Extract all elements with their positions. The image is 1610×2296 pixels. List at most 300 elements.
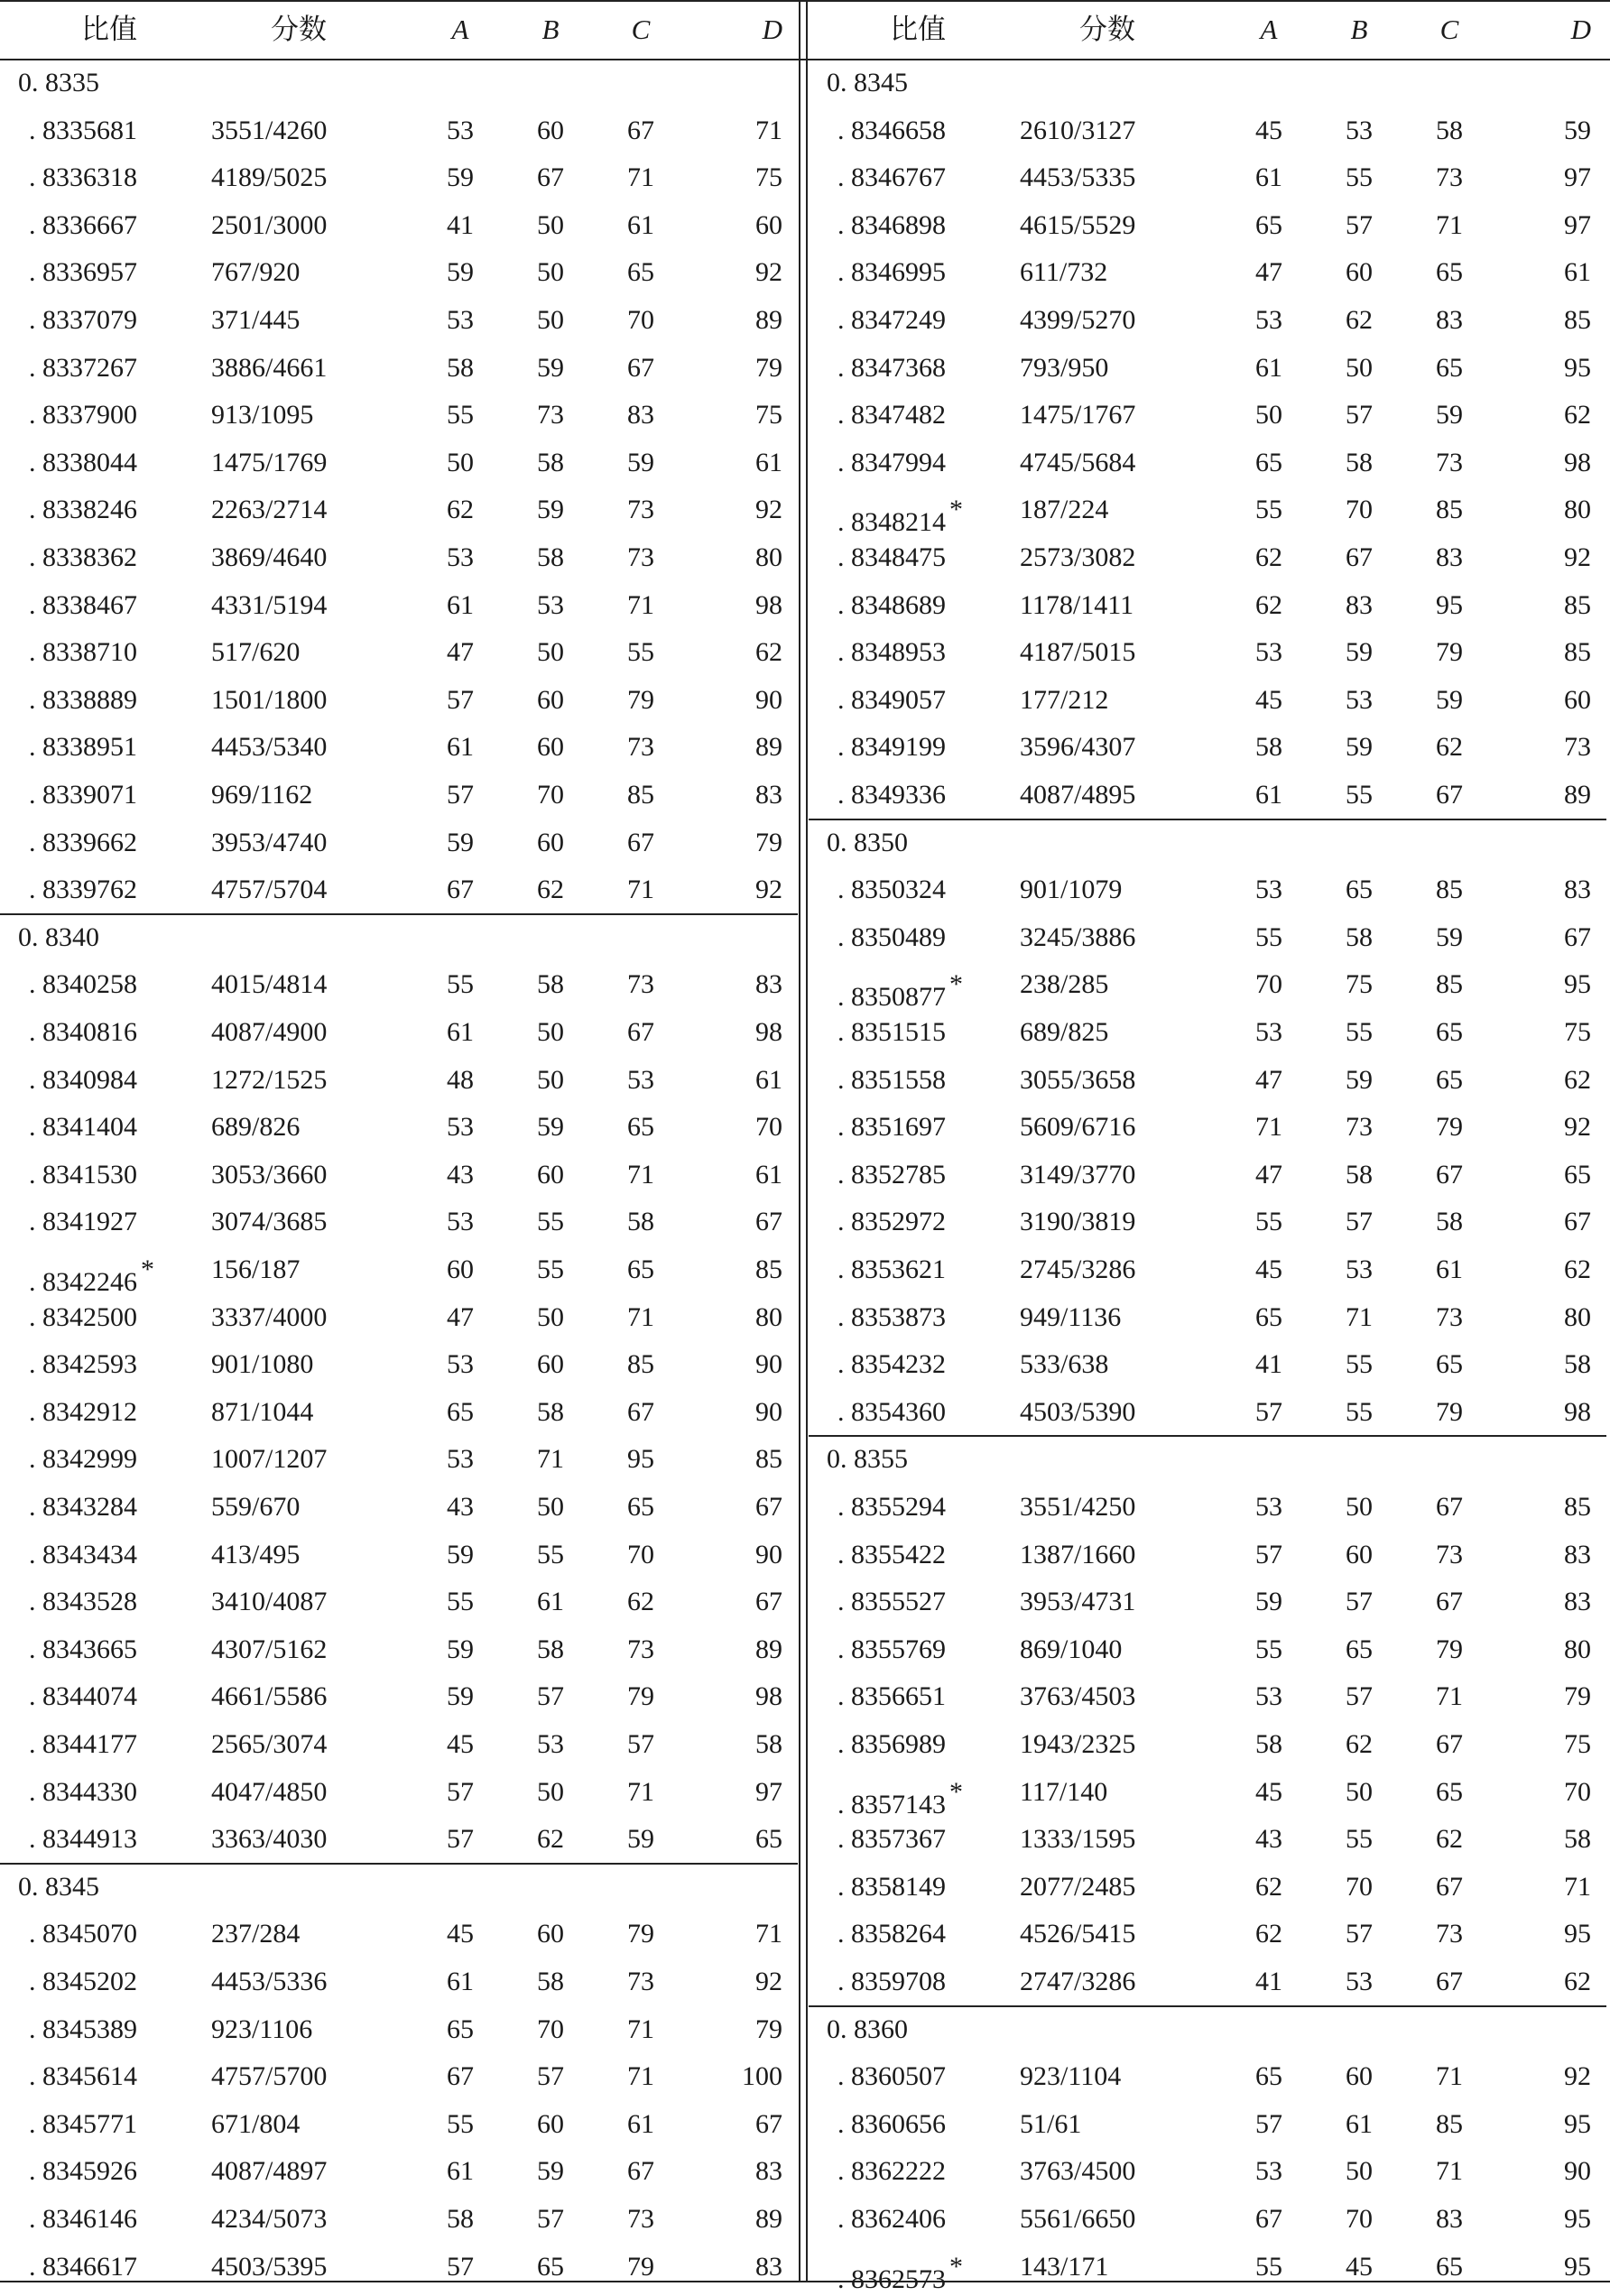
- c-cell: 71: [1436, 2061, 1463, 2092]
- ratio-cell: . 8343665: [29, 1634, 137, 1664]
- d-cell: 60: [1564, 684, 1591, 715]
- fraction-cell: 4661/5586: [211, 1681, 328, 1712]
- header-c: C: [1439, 14, 1459, 45]
- a-cell: 65: [1255, 209, 1282, 240]
- d-cell: 79: [755, 2014, 782, 2044]
- d-cell: 70: [1564, 1776, 1591, 1807]
- a-cell: 65: [1255, 2061, 1282, 2092]
- group-ratio: 0. 8350: [827, 827, 908, 857]
- b-cell: 59: [1346, 1064, 1373, 1095]
- a-cell: 53: [1255, 1017, 1282, 1047]
- ratio-cell: . 8341927: [29, 1207, 137, 1237]
- c-cell: 73: [627, 495, 654, 525]
- b-cell: 50: [537, 1017, 564, 1047]
- table-row: [0, 1769, 798, 1817]
- ratio-cell: . 8345771: [29, 2108, 137, 2139]
- b-cell: 58: [537, 1634, 564, 1664]
- table-row: [0, 2244, 798, 2291]
- d-cell: 67: [1564, 921, 1591, 952]
- b-cell: 58: [1346, 921, 1373, 952]
- table-row: [0, 724, 798, 772]
- header-d: D: [1570, 14, 1591, 45]
- a-cell: 45: [1255, 684, 1282, 715]
- table-row: [809, 866, 1606, 914]
- b-cell: 60: [537, 684, 564, 715]
- fraction-cell: 371/445: [211, 305, 301, 335]
- table-row: [809, 1578, 1606, 1626]
- table-row: [809, 1958, 1606, 2006]
- b-cell: 58: [1346, 1159, 1373, 1190]
- a-cell: 45: [447, 1729, 474, 1759]
- c-cell: 67: [1436, 1871, 1463, 1902]
- table-row: [809, 1294, 1606, 1342]
- table-row: [809, 202, 1606, 250]
- c-cell: 79: [1436, 1634, 1463, 1664]
- ratio-cell: . 8350489: [837, 921, 946, 952]
- c-cell: 67: [1436, 1159, 1463, 1190]
- d-cell: 95: [1564, 2204, 1591, 2234]
- d-cell: 92: [1564, 1112, 1591, 1143]
- b-cell: 65: [537, 2251, 564, 2282]
- header-d: D: [762, 14, 782, 45]
- fraction-cell: 869/1040: [1020, 1634, 1123, 1664]
- group-header-row: [809, 819, 1606, 867]
- fraction-cell: 4187/5015: [1020, 637, 1136, 668]
- c-cell: 85: [627, 780, 654, 810]
- a-cell: 57: [447, 684, 474, 715]
- header-b: B: [541, 14, 560, 45]
- table-row: [809, 297, 1606, 345]
- c-cell: 65: [627, 1112, 654, 1143]
- d-cell: 89: [755, 1634, 782, 1664]
- c-cell: 79: [1436, 637, 1463, 668]
- table-row: [809, 1389, 1606, 1437]
- d-cell: 61: [755, 1159, 782, 1190]
- star-marker: *: [949, 969, 963, 1000]
- c-cell: 71: [627, 589, 654, 620]
- table-row: [0, 677, 798, 725]
- table-row: [0, 440, 798, 487]
- fraction-cell: 517/620: [211, 637, 301, 668]
- left-column-header: [0, 0, 798, 60]
- c-cell: 62: [627, 1587, 654, 1617]
- c-cell: 73: [627, 2204, 654, 2234]
- ratio-cell: . 8341530: [29, 1159, 137, 1190]
- a-cell: 65: [447, 2014, 474, 2044]
- c-cell: 95: [627, 1444, 654, 1475]
- fraction-cell: 2565/3074: [211, 1729, 328, 1759]
- a-cell: 58: [1255, 1729, 1282, 1759]
- c-cell: 79: [627, 1919, 654, 1949]
- table-row: [809, 629, 1606, 677]
- fraction-cell: 4503/5395: [211, 2251, 328, 2282]
- b-cell: 71: [1346, 1301, 1373, 1332]
- ratio-cell: . 8340258: [29, 969, 137, 1000]
- table-row: [809, 392, 1606, 440]
- a-cell: 61: [447, 589, 474, 620]
- fraction-cell: 871/1044: [211, 1396, 314, 1427]
- ratio-cell: . 8339071: [29, 780, 137, 810]
- table-row: [809, 107, 1606, 155]
- ratio-cell: . 8354360: [837, 1396, 946, 1427]
- fraction-cell: 3245/3886: [1020, 921, 1136, 952]
- b-cell: 67: [1346, 542, 1373, 572]
- fraction-cell: 1387/1660: [1020, 1539, 1136, 1569]
- a-cell: 70: [1255, 969, 1282, 1000]
- c-cell: 61: [627, 2108, 654, 2139]
- header-ratio: 比值: [890, 14, 946, 45]
- ratio-cell: . 8343528: [29, 1587, 137, 1617]
- a-cell: 53: [447, 1444, 474, 1475]
- ratio-cell: . 8336318: [29, 162, 137, 193]
- c-cell: 73: [627, 542, 654, 572]
- c-cell: 55: [627, 637, 654, 668]
- fraction-cell: 143/171: [1020, 2251, 1109, 2282]
- table-row: [809, 1009, 1606, 1057]
- a-cell: 59: [447, 827, 474, 857]
- b-cell: 53: [537, 1729, 564, 1759]
- a-cell: 61: [447, 1967, 474, 1996]
- d-cell: 70: [755, 1112, 782, 1143]
- c-cell: 61: [1436, 1254, 1463, 1284]
- d-cell: 83: [755, 969, 782, 1000]
- ratio-cell: . 8339762: [29, 875, 137, 905]
- b-cell: 58: [537, 969, 564, 1000]
- ratio-cell: . 8342912: [29, 1396, 137, 1427]
- a-cell: 53: [1255, 637, 1282, 668]
- table-row: [0, 1199, 798, 1246]
- d-cell: 98: [755, 589, 782, 620]
- a-cell: 67: [447, 2061, 474, 2092]
- a-cell: 57: [1255, 1539, 1282, 1569]
- table-row: [0, 1009, 798, 1057]
- b-cell: 62: [537, 875, 564, 905]
- table-row: [0, 2196, 798, 2244]
- fraction-cell: 177/212: [1020, 684, 1109, 715]
- fraction-cell: 238/285: [1020, 969, 1109, 1000]
- fraction-cell: 4087/4895: [1020, 780, 1136, 810]
- a-cell: 59: [447, 1634, 474, 1664]
- d-cell: 67: [755, 1492, 782, 1522]
- ratio-cell: . 8348475: [837, 542, 946, 572]
- d-cell: 62: [1564, 1254, 1591, 1284]
- c-cell: 95: [1436, 589, 1463, 620]
- c-cell: 79: [627, 1681, 654, 1712]
- header-b: B: [1350, 14, 1368, 45]
- ratio-cell: . 8337079: [29, 305, 137, 335]
- table-row: [809, 961, 1606, 1013]
- ratio-cell: . 8346898: [837, 209, 946, 240]
- ratio-cell: . 8338710: [29, 637, 137, 668]
- d-cell: 60: [755, 209, 782, 240]
- b-cell: 60: [537, 827, 564, 857]
- table-row: [809, 534, 1606, 582]
- a-cell: 57: [447, 2251, 474, 2282]
- a-cell: 53: [447, 1207, 474, 1237]
- a-cell: 61: [1255, 162, 1282, 193]
- d-cell: 89: [755, 732, 782, 763]
- table-row: [809, 2196, 1606, 2244]
- d-cell: 85: [1564, 589, 1591, 620]
- ratio-cell: . 8345202: [29, 1967, 137, 1996]
- b-cell: 55: [1346, 162, 1373, 193]
- fraction-cell: 1007/1207: [211, 1444, 328, 1475]
- d-cell: 80: [755, 542, 782, 572]
- fraction-cell: 4453/5335: [1020, 162, 1136, 193]
- c-cell: 71: [627, 1159, 654, 1190]
- group-ratio: 0. 8345: [827, 68, 908, 97]
- d-cell: 85: [1564, 637, 1591, 668]
- a-cell: 67: [1255, 2204, 1282, 2234]
- table-row: [0, 249, 798, 297]
- a-cell: 48: [447, 1064, 474, 1095]
- c-cell: 73: [1436, 447, 1463, 477]
- d-cell: 75: [1564, 1729, 1591, 1759]
- a-cell: 50: [447, 447, 474, 477]
- fraction-cell: 1272/1525: [211, 1064, 328, 1095]
- b-cell: 60: [537, 1159, 564, 1190]
- ratio-cell: . 8335681: [29, 115, 137, 145]
- b-cell: 61: [537, 1587, 564, 1617]
- b-cell: 59: [1346, 732, 1373, 763]
- a-cell: 45: [447, 1919, 474, 1949]
- fraction-cell: 237/284: [211, 1919, 301, 1949]
- fraction-cell: 4015/4814: [211, 969, 328, 1000]
- table-row: [0, 1294, 798, 1342]
- d-cell: 89: [755, 2204, 782, 2234]
- ratio-cell: . 8348214 *: [837, 495, 963, 538]
- c-cell: 73: [1436, 1539, 1463, 1569]
- a-cell: 47: [1255, 1159, 1282, 1190]
- b-cell: 50: [537, 257, 564, 288]
- group-separator: [0, 913, 798, 915]
- fraction-cell: 923/1104: [1020, 2061, 1122, 2092]
- ratio-cell: . 8360507: [837, 2061, 946, 2092]
- ratio-cell: . 8338467: [29, 589, 137, 620]
- a-cell: 43: [447, 1159, 474, 1190]
- c-cell: 67: [1436, 1729, 1463, 1759]
- b-cell: 70: [1346, 1871, 1373, 1902]
- a-cell: 62: [1255, 542, 1282, 572]
- a-cell: 50: [1255, 400, 1282, 430]
- c-cell: 83: [627, 400, 654, 430]
- c-cell: 73: [627, 1967, 654, 1996]
- ratio-cell: . 8359708: [837, 1967, 946, 1996]
- d-cell: 75: [755, 400, 782, 430]
- fraction-cell: 117/140: [1020, 1776, 1108, 1807]
- table-row: [0, 1911, 798, 1958]
- a-cell: 60: [447, 1254, 474, 1284]
- table-row: [0, 1958, 798, 2006]
- c-cell: 67: [627, 352, 654, 383]
- table-row: [0, 1057, 798, 1105]
- a-cell: 55: [1255, 2251, 1282, 2282]
- fraction-cell: 187/224: [1020, 495, 1109, 525]
- d-cell: 62: [1564, 1064, 1591, 1095]
- table-row: [0, 534, 798, 582]
- a-cell: 58: [447, 2204, 474, 2234]
- b-cell: 71: [537, 1444, 564, 1475]
- c-cell: 67: [627, 115, 654, 145]
- table-row: [809, 677, 1606, 725]
- header-c: C: [631, 14, 651, 45]
- ratio-cell: . 8342246 *: [29, 1254, 154, 1297]
- fraction-cell: 3410/4087: [211, 1587, 328, 1617]
- table-row: [809, 1484, 1606, 1532]
- a-cell: 61: [447, 1017, 474, 1047]
- b-cell: 59: [537, 1112, 564, 1143]
- d-cell: 61: [755, 1064, 782, 1095]
- ratio-cell: . 8339662: [29, 827, 137, 857]
- b-cell: 57: [1346, 1587, 1373, 1617]
- c-cell: 65: [1436, 1064, 1463, 1095]
- ratio-cell: . 8342593: [29, 1349, 137, 1380]
- c-cell: 83: [1436, 542, 1463, 572]
- a-cell: 55: [447, 969, 474, 1000]
- group-header-row: [0, 914, 798, 962]
- c-cell: 53: [627, 1064, 654, 1095]
- a-cell: 59: [447, 1539, 474, 1569]
- c-cell: 71: [627, 1301, 654, 1332]
- ratio-cell: . 8360656: [837, 2108, 946, 2139]
- fraction-cell: 2263/2714: [211, 495, 328, 525]
- ratio-cell: . 8353621: [837, 1254, 946, 1284]
- a-cell: 55: [447, 400, 474, 430]
- fraction-cell: 3763/4500: [1020, 2156, 1136, 2187]
- c-cell: 67: [627, 827, 654, 857]
- b-cell: 57: [537, 2204, 564, 2234]
- d-cell: 92: [755, 257, 782, 288]
- a-cell: 55: [447, 2108, 474, 2139]
- a-cell: 53: [447, 542, 474, 572]
- a-cell: 45: [1255, 115, 1282, 145]
- ratio-cell: . 8337900: [29, 400, 137, 430]
- ratio-cell: . 8338246: [29, 495, 137, 525]
- ratio-cell: . 8351697: [837, 1112, 946, 1143]
- b-cell: 55: [537, 1207, 564, 1237]
- c-cell: 65: [627, 1492, 654, 1522]
- fraction-cell: 4745/5684: [1020, 447, 1136, 477]
- d-cell: 73: [1564, 732, 1591, 763]
- d-cell: 92: [1564, 2061, 1591, 2092]
- d-cell: 83: [755, 2251, 782, 2282]
- c-cell: 61: [627, 209, 654, 240]
- a-cell: 59: [447, 1681, 474, 1712]
- table-row: [0, 1816, 798, 1864]
- d-cell: 79: [1564, 1681, 1591, 1712]
- c-cell: 59: [1436, 400, 1463, 430]
- ratio-cell: . 8358264: [837, 1919, 946, 1949]
- ratio-cell: . 8346995: [837, 257, 946, 288]
- table-row: [0, 1436, 798, 1484]
- b-cell: 50: [537, 1492, 564, 1522]
- ratio-cell: . 8355527: [837, 1587, 946, 1617]
- table-row: [809, 1769, 1606, 1817]
- ratio-cell: . 8346767: [837, 162, 946, 193]
- b-cell: 55: [1346, 1017, 1373, 1047]
- d-cell: 85: [755, 1254, 782, 1284]
- star-marker: *: [949, 495, 963, 525]
- fraction-cell: 689/825: [1020, 1017, 1109, 1047]
- ratio-cell: . 8357143 *: [837, 1776, 963, 1819]
- fraction-cell: 793/950: [1020, 352, 1109, 383]
- a-cell: 57: [447, 1776, 474, 1807]
- b-cell: 57: [1346, 209, 1373, 240]
- b-cell: 50: [1346, 1492, 1373, 1522]
- table-row: [809, 914, 1606, 962]
- a-cell: 59: [1255, 1587, 1282, 1617]
- fraction-cell: 3190/3819: [1020, 1207, 1136, 1237]
- d-cell: 90: [755, 1396, 782, 1427]
- fraction-cell: 3055/3658: [1020, 1064, 1136, 1095]
- table-row: [809, 724, 1606, 772]
- a-cell: 59: [447, 162, 474, 193]
- b-cell: 53: [1346, 115, 1373, 145]
- a-cell: 55: [1255, 1634, 1282, 1664]
- d-cell: 95: [1564, 2108, 1591, 2139]
- d-cell: 71: [755, 115, 782, 145]
- table-row: [0, 1721, 798, 1769]
- table-row: [809, 1057, 1606, 1105]
- header-a: A: [1260, 14, 1278, 45]
- c-cell: 79: [1436, 1396, 1463, 1427]
- b-cell: 53: [537, 589, 564, 620]
- group-header-row: [809, 60, 1606, 107]
- b-cell: 53: [1346, 684, 1373, 715]
- b-cell: 62: [537, 1824, 564, 1855]
- table-row: [809, 1721, 1606, 1769]
- table-row: [809, 1911, 1606, 1958]
- c-cell: 79: [627, 2251, 654, 2282]
- c-cell: 71: [627, 2014, 654, 2044]
- d-cell: 67: [755, 1207, 782, 1237]
- ratio-cell: . 8362573 *: [837, 2251, 963, 2294]
- table-row: [809, 2101, 1606, 2149]
- ratio-cell: . 8352972: [837, 1207, 946, 1237]
- c-cell: 79: [1436, 1112, 1463, 1143]
- d-cell: 90: [755, 1349, 782, 1380]
- fraction-cell: 5561/6650: [1020, 2204, 1136, 2234]
- ratio-cell: . 8338362: [29, 542, 137, 572]
- d-cell: 90: [1564, 2156, 1591, 2187]
- header-a: A: [451, 14, 469, 45]
- d-cell: 80: [1564, 495, 1591, 525]
- fraction-cell: 4757/5704: [211, 875, 328, 905]
- ratio-cell: . 8344074: [29, 1681, 137, 1712]
- b-cell: 73: [537, 400, 564, 430]
- b-cell: 58: [537, 542, 564, 572]
- b-cell: 70: [1346, 495, 1373, 525]
- table-row: [0, 297, 798, 345]
- d-cell: 85: [755, 1444, 782, 1475]
- c-cell: 67: [1436, 780, 1463, 810]
- table-row: [809, 1341, 1606, 1389]
- b-cell: 73: [1346, 1112, 1373, 1143]
- table-row: [0, 107, 798, 155]
- a-cell: 61: [447, 732, 474, 763]
- d-cell: 98: [1564, 1396, 1591, 1427]
- a-cell: 53: [447, 305, 474, 335]
- ratio-cell: . 8347249: [837, 305, 946, 335]
- d-cell: 97: [1564, 162, 1591, 193]
- a-cell: 41: [447, 209, 474, 240]
- table-row: [809, 154, 1606, 202]
- d-cell: 85: [1564, 305, 1591, 335]
- c-cell: 65: [1436, 1349, 1463, 1380]
- b-cell: 50: [537, 305, 564, 335]
- group-separator: [0, 1863, 798, 1865]
- b-cell: 55: [1346, 780, 1373, 810]
